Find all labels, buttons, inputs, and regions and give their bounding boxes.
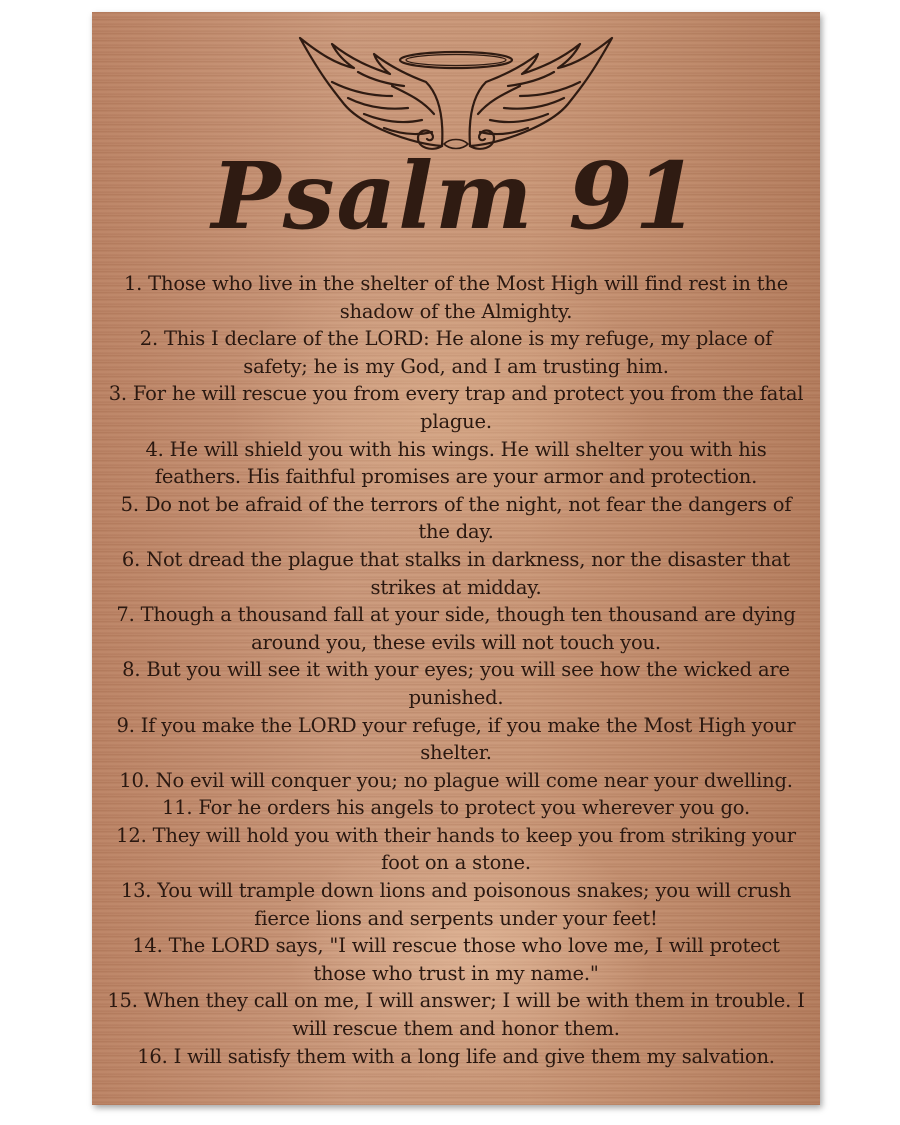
verse-11: 11. For he orders his angels to protect you wherever you go. [162, 796, 750, 820]
verse-2: 2. This I declare of the LORD: He alone is my refuge, my place of safety; he is my God, and I am trusting him. [139, 327, 773, 378]
verse-1: 1. Those who live in the shelter of the Most High will find rest in the shadow of the Almighty. [123, 272, 789, 323]
verse-9: 9. If you make the LORD your refuge, if you make the Most High your shelter. [116, 713, 796, 765]
verse-6: 6. Not dread the plague that stalks in darkness, nor the disaster that strikes at midday. [121, 547, 791, 599]
verse-3: 3. For he will rescue you from every trap and protect you from the fatal plague. [108, 382, 804, 433]
page-title: Psalm 91 [211, 142, 701, 250]
verse-5: 5. Do not be afraid of the terrors of the night, not fear the dangers of the day. [120, 492, 792, 544]
verse-13: 13. You will trample down lions and poisonous snakes; you will crush fierce lions and serpents under your feet! [120, 879, 792, 930]
verse-16: 16. I will satisfy them with a long life and give them my salvation. [137, 1044, 775, 1068]
verse-15: 15. When they call on me, I will answer; I will be with them in trouble. I will rescue them and honor them. [107, 989, 805, 1041]
verse-7: 7. Though a thousand fall at your side, though ten thousand are dying around you, these evils will not touch you. [116, 603, 796, 654]
verse-list [106, 270, 806, 1070]
verse-4: 4. He will shield you with his wings. He will shelter you with his feathers. His faithful promises are your armor and protection. [145, 437, 767, 489]
verse-10: 10. No evil will conquer you; no plague will come near your dwelling. [119, 768, 793, 792]
wood-panel [92, 12, 820, 1105]
verse-14: 14. The LORD says, "I will rescue those who love me, I will protect those who trust in my name." [132, 934, 780, 985]
verse-8: 8. But you will see it with your eyes; you will see how the wicked are punished. [122, 658, 790, 709]
verse-12: 12. They will hold you with their hands to keep you from striking your foot on a stone. [116, 823, 796, 875]
